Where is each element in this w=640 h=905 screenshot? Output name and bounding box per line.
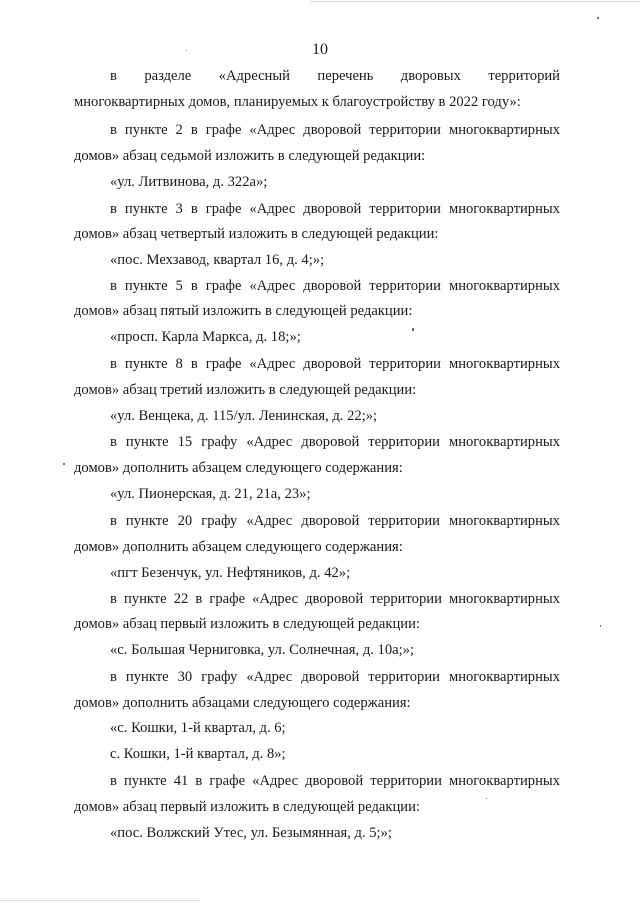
text-line: «пос. Волжский Утес, ул. Безымянная, д. 5;»; [110,825,392,841]
text-line: домов» абзац первый изложить в следующей редакции: [74,799,420,815]
scan-speck [597,17,599,19]
text-line: с. Кошки, 1-й квартал, д. 8»; [110,746,286,762]
text-line: в пункте 22 в графе «Адрес дворовой территории многоквартирных [110,591,560,607]
text-line: домов» дополнить абзацем следующего содержания: [74,460,403,476]
scan-speck [600,625,601,627]
text-line: «с. Кошки, 1-й квартал, д. 6; [110,720,286,736]
text-line: «ул. Венцека, д. 115/ул. Ленинская, д. 22;»; [110,408,378,424]
text-line: «просп. Карла Маркса, д. 18;»; [110,329,301,345]
text-line: «ул. Литвинова, д. 322а»; [110,174,268,190]
text-line: домов» абзац пятый изложить в следующей редакции: [74,303,413,319]
page-number: 10 [312,41,328,58]
text-line: многоквартирных домов, планируемых к благоустройству в 2022 году»: [74,94,521,110]
scan-speck [486,798,487,799]
text-line: домов» абзац четвертый изложить в следующей редакции: [74,226,439,242]
scan-edge-top [310,1,640,2]
text-line: в пункте 20 графу «Адрес дворовой территории многоквартирных [110,513,560,529]
text-line: «пгт Безенчук, ул. Нефтяников, д. 42»; [110,565,351,581]
text-line: домов» дополнить абзацами следующего содержания: [74,695,411,711]
text-line: в разделе «Адресный перечень дворовых территорий [110,68,560,84]
text-line: в пункте 5 в графе «Адрес дворовой территории многоквартирных [110,278,560,294]
text-line: в пункте 8 в графе «Адрес дворовой территории многоквартирных [110,356,560,372]
text-line: домов» абзац первый изложить в следующей редакции: [74,616,420,632]
text-line: домов» абзац седьмой изложить в следующей редакции: [74,148,426,164]
text-line: в пункте 2 в графе «Адрес дворовой территории многоквартирных [110,122,560,138]
text-line: в пункте 3 в графе «Адрес дворовой территории многоквартирных [110,201,560,217]
text-line: в пункте 15 графу «Адрес дворовой территории многоквартирных [110,434,560,450]
text-line: «с. Большая Черниговка, ул. Солнечная, д. 10а;»; [110,642,415,658]
text-line: в пункте 41 в графе «Адрес дворовой территории многоквартирных [110,773,560,789]
scan-speck [412,328,414,331]
text-line: в пункте 30 графу «Адрес дворовой территории многоквартирных [110,669,560,685]
scan-edge-bottom [0,900,200,901]
text-line: «пос. Мехзавод, квартал 16, д. 4;»; [110,252,325,268]
text-line: «ул. Пионерская, д. 21, 21а, 23»; [110,486,311,502]
scan-speck [63,463,65,465]
text-line: домов» абзац третий изложить в следующей редакции: [74,382,417,398]
text-line: домов» дополнить абзацем следующего содержания: [74,539,403,555]
